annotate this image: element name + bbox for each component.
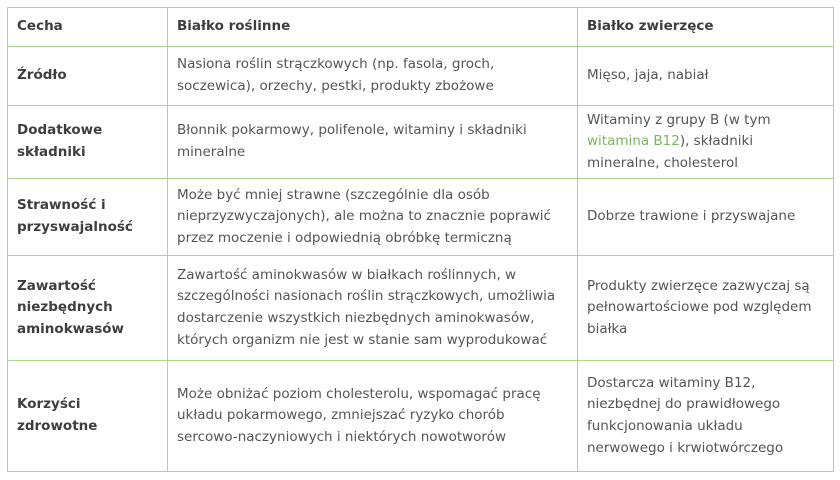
cell-plant-health-benefits: Może obniżać poziom cholesterolu, wspomagać pracę układu pokarmowego, zmniejszać ryzyko chorób sercowo-naczyniowych i niektórych nowotworów [168, 361, 578, 472]
row-feature-additional: Dodatkowe składniki [8, 106, 168, 179]
row-feature-source: Źródło [8, 47, 168, 106]
table-header-row [8, 8, 834, 47]
cell-animal-source: Mięso, jaja, nabiał [578, 47, 834, 106]
animal-additional-prefix: Witaminy z grupy B (w tym [587, 111, 771, 128]
vitamin-b12-link[interactable]: witamina B12 [587, 133, 680, 150]
row-feature-health-benefits: Korzyści zdrowotne [8, 361, 168, 472]
header-feature: Cecha [8, 8, 168, 47]
cell-plant-additional: Błonnik pokarmowy, polifenole, witaminy i składniki mineralne [168, 106, 578, 179]
cell-plant-amino-acids: Zawartość aminokwasów w białkach roślinnych, w szczególności nasionach roślin strączkowych, umożliwia dostarczenie wszystkich niezbędnych aminokwasów, których organizm nie jest w stanie sam wyprodukować [168, 256, 578, 361]
animal-additional-suffix: ), składniki mineralne, cholesterol [587, 133, 754, 171]
cell-animal-health-benefits: Dostarcza witaminy B12, niezbędnej do prawidłowego funkcjonowania układu nerwowego i krwiotwórczego [578, 361, 834, 472]
header-animal-protein: Białko zwierzęce [578, 8, 834, 47]
cell-animal-amino-acids: Produkty zwierzęce zazwyczaj są pełnowartościowe pod względem białka [578, 256, 834, 361]
table-row [8, 361, 834, 472]
cell-plant-source: Nasiona roślin strączkowych (np. fasola, groch, soczewica), orzechy, pestki, produkty zbożowe [168, 47, 578, 106]
table-row [8, 179, 834, 256]
table-row [8, 47, 834, 106]
cell-animal-additional [578, 106, 834, 179]
row-feature-digestibility: Strawność i przyswajalność [8, 179, 168, 256]
comparison-table-container [7, 7, 834, 472]
cell-animal-digestibility: Dobrze trawione i przyswajane [578, 179, 834, 256]
table-row [8, 256, 834, 361]
row-feature-amino-acids: Zawartość niezbędnych aminokwasów [8, 256, 168, 361]
cell-plant-digestibility: Może być mniej strawne (szczególnie dla osób nieprzyzwyczajonych), ale można to znacznie poprawić przez moczenie i odpowiednią obróbkę termiczną [168, 179, 578, 256]
header-plant-protein: Białko roślinne [168, 8, 578, 47]
table-row [8, 106, 834, 179]
protein-comparison-table [7, 7, 834, 472]
